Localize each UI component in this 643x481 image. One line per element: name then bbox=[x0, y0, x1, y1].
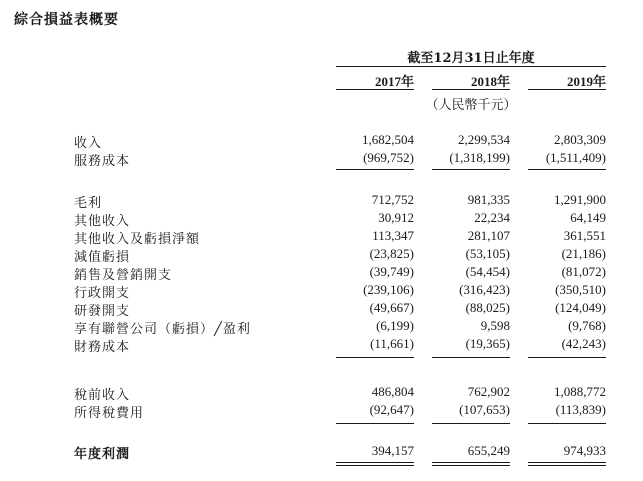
row-revenue bbox=[0, 132, 643, 150]
value-2017: (92,647) bbox=[369, 402, 414, 417]
value-2019: (9,768) bbox=[568, 318, 606, 333]
period-header: 截至12月31日止年度 bbox=[407, 51, 535, 66]
value-2019: (1,511,409) bbox=[545, 150, 606, 165]
value-2019: 974,933 bbox=[563, 443, 606, 458]
value-2018: (1,318,199) bbox=[449, 150, 510, 165]
value-2017: (11,661) bbox=[370, 336, 414, 351]
value-2019: 2,803,309 bbox=[554, 132, 606, 147]
row-finance-costs bbox=[0, 336, 643, 354]
row-share-of-associates bbox=[0, 318, 643, 336]
row-profit-for-year bbox=[0, 443, 643, 461]
row-label: 毛利 bbox=[74, 196, 103, 211]
row-impairment-losses bbox=[0, 246, 643, 264]
value-2017: (49,667) bbox=[369, 300, 414, 315]
value-2019: (42,243) bbox=[561, 336, 606, 351]
row-administrative bbox=[0, 282, 643, 300]
row-label: 稅前收入 bbox=[74, 388, 131, 403]
row-gross-profit bbox=[0, 192, 643, 210]
row-selling-marketing bbox=[0, 264, 643, 282]
value-2017: 1,682,504 bbox=[362, 132, 414, 147]
subtotal-rule-2017 bbox=[336, 169, 414, 170]
value-2018: 22,234 bbox=[474, 210, 510, 225]
value-2017: 486,804 bbox=[371, 384, 414, 399]
value-2017: (39,749) bbox=[369, 264, 414, 279]
value-2017: 712,752 bbox=[371, 192, 414, 207]
value-2019: (350,510) bbox=[555, 282, 606, 297]
value-2018: 2,299,534 bbox=[458, 132, 510, 147]
year-header-2017: 2017年 bbox=[374, 74, 414, 89]
row-label: 服務成本 bbox=[74, 154, 131, 169]
row-label: 研發開支 bbox=[74, 304, 131, 319]
row-label: 年度利潤 bbox=[74, 447, 131, 462]
value-2019: 64,149 bbox=[570, 210, 606, 225]
subtotal-rule-2018 bbox=[432, 357, 510, 358]
row-other-income bbox=[0, 210, 643, 228]
subtotal-rule-2019 bbox=[528, 423, 606, 424]
row-label: 行政開支 bbox=[74, 286, 131, 301]
year-header-rule-2018 bbox=[432, 89, 510, 90]
row-profit-before-tax bbox=[0, 384, 643, 402]
period-header-rule bbox=[336, 66, 606, 67]
total-double-rule-2019 bbox=[528, 462, 606, 466]
value-2018: (316,423) bbox=[459, 282, 510, 297]
subtotal-rule-2018 bbox=[432, 169, 510, 170]
subtotal-rule-2019 bbox=[528, 357, 606, 358]
row-label: 銷售及營銷開支 bbox=[74, 268, 173, 283]
year-header-2019: 2019年 bbox=[566, 74, 606, 89]
value-2019: 1,291,900 bbox=[554, 192, 606, 207]
total-double-rule-2018 bbox=[432, 462, 510, 466]
value-2018: 9,598 bbox=[480, 318, 510, 333]
value-2019: (81,072) bbox=[561, 264, 606, 279]
value-2017: 394,157 bbox=[371, 443, 414, 458]
row-label: 其他收入 bbox=[74, 214, 131, 229]
unit-label: （人民幣千元） bbox=[425, 98, 517, 113]
value-2017: 30,912 bbox=[378, 210, 414, 225]
page-title: 綜合損益表概要 bbox=[14, 12, 119, 28]
value-2018: (107,653) bbox=[459, 402, 510, 417]
row-label: 收入 bbox=[74, 136, 103, 151]
value-2019: (124,049) bbox=[555, 300, 606, 315]
value-2019: 1,088,772 bbox=[554, 384, 606, 399]
row-label: 減值虧損 bbox=[74, 250, 131, 265]
value-2018: (19,365) bbox=[465, 336, 510, 351]
value-2019: (113,839) bbox=[555, 402, 606, 417]
subtotal-rule-2018 bbox=[432, 423, 510, 424]
row-research-development bbox=[0, 300, 643, 318]
value-2018: (54,454) bbox=[465, 264, 510, 279]
row-cost-of-services bbox=[0, 150, 643, 168]
value-2017: (6,199) bbox=[376, 318, 414, 333]
value-2017: (239,106) bbox=[363, 282, 414, 297]
value-2018: (53,105) bbox=[465, 246, 510, 261]
row-other-gains-losses bbox=[0, 228, 643, 246]
year-header-rule-2019 bbox=[528, 89, 606, 90]
row-label: 其他收入及虧損淨額 bbox=[74, 232, 201, 247]
value-2018: (88,025) bbox=[465, 300, 510, 315]
value-2018: 981,335 bbox=[467, 192, 510, 207]
row-label: 所得稅費用 bbox=[74, 406, 145, 421]
subtotal-rule-2017 bbox=[336, 423, 414, 424]
year-header-rule-2017 bbox=[336, 89, 414, 90]
value-2018: 655,249 bbox=[467, 443, 510, 458]
value-2019: 361,551 bbox=[563, 228, 606, 243]
value-2019: (21,186) bbox=[561, 246, 606, 261]
subtotal-rule-2019 bbox=[528, 169, 606, 170]
value-2017: (23,825) bbox=[369, 246, 414, 261]
total-double-rule-2017 bbox=[336, 462, 414, 466]
value-2017: 113,347 bbox=[372, 228, 414, 243]
value-2017: (969,752) bbox=[363, 150, 414, 165]
subtotal-rule-2017 bbox=[336, 357, 414, 358]
value-2018: 762,902 bbox=[467, 384, 510, 399]
year-header-2018: 2018年 bbox=[470, 74, 510, 89]
row-label: 財務成本 bbox=[74, 340, 131, 355]
row-income-tax bbox=[0, 402, 643, 420]
value-2018: 281,107 bbox=[467, 228, 510, 243]
row-label: 享有聯營公司（虧損）╱盈利 bbox=[74, 322, 251, 337]
